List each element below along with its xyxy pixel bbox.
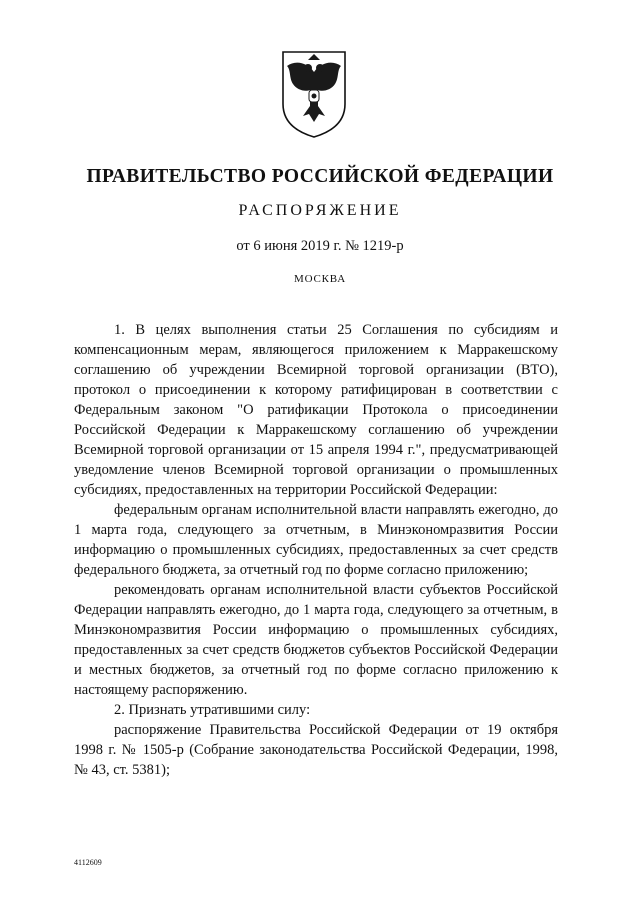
paragraph: 2. Признать утратившими силу: <box>114 702 311 718</box>
document-body <box>74 320 558 780</box>
paragraph: рекомендовать органам исполнительной власти субъектов Российской Федерации направлять ежегодно, до 1 марта года, следующего за отчетным, в Минэкономразвития России информацию о промышленных субсидиях, предоставленных за счет средств бюджетов субъектов Российской Федерации и местных бюджетов, за отчетный год по форме согласно приложению к настоящему распоряжению. <box>74 582 558 698</box>
paragraph: распоряжение Правительства Российской Федерации от 19 октября 1998 г. № 1505-р (Собрание законодательства Российской Федерации, 1998, № 43, ст. 5381); <box>74 722 558 778</box>
government-title: ПРАВИТЕЛЬСТВО РОССИЙСКОЙ ФЕДЕРАЦИИ <box>86 166 554 187</box>
coat-of-arms-emblem <box>277 48 351 140</box>
paragraph: федеральным органам исполнительной власти направлять ежегодно, до 1 марта года, следующего за отчетным, в Минэкономразвития России информацию о промышленных субсидиях, предоставленных за счет средств федерального бюджета, за отчетный год по форме согласно приложению; <box>74 502 558 578</box>
document-type: РАСПОРЯЖЕНИЕ <box>238 202 402 219</box>
footer-code: 4112609 <box>74 858 102 867</box>
document-date-number: от 6 июня 2019 г. № 1219-р <box>236 238 404 254</box>
paragraph: 1. В целях выполнения статьи 25 Соглашения по субсидиям и компенсационным мерам, являющегося приложением к Марракешскому соглашению об учреждении Всемирной торговой организации (ВТО), протокол о присоединении к которому ратифицирован в соответствии с Федеральным законом "О ратификации Протокола о присоединении Российской Федерации к Марракешскому соглашению об учреждении Всемирной торговой организации от 15 апреля 1994 г.", предусматривающей уведомление членов Всемирной торговой организации о промышленных субсидиях, предоставленных на территории Российской Федерации: <box>74 322 558 498</box>
document-city: МОСКВА <box>294 273 346 285</box>
